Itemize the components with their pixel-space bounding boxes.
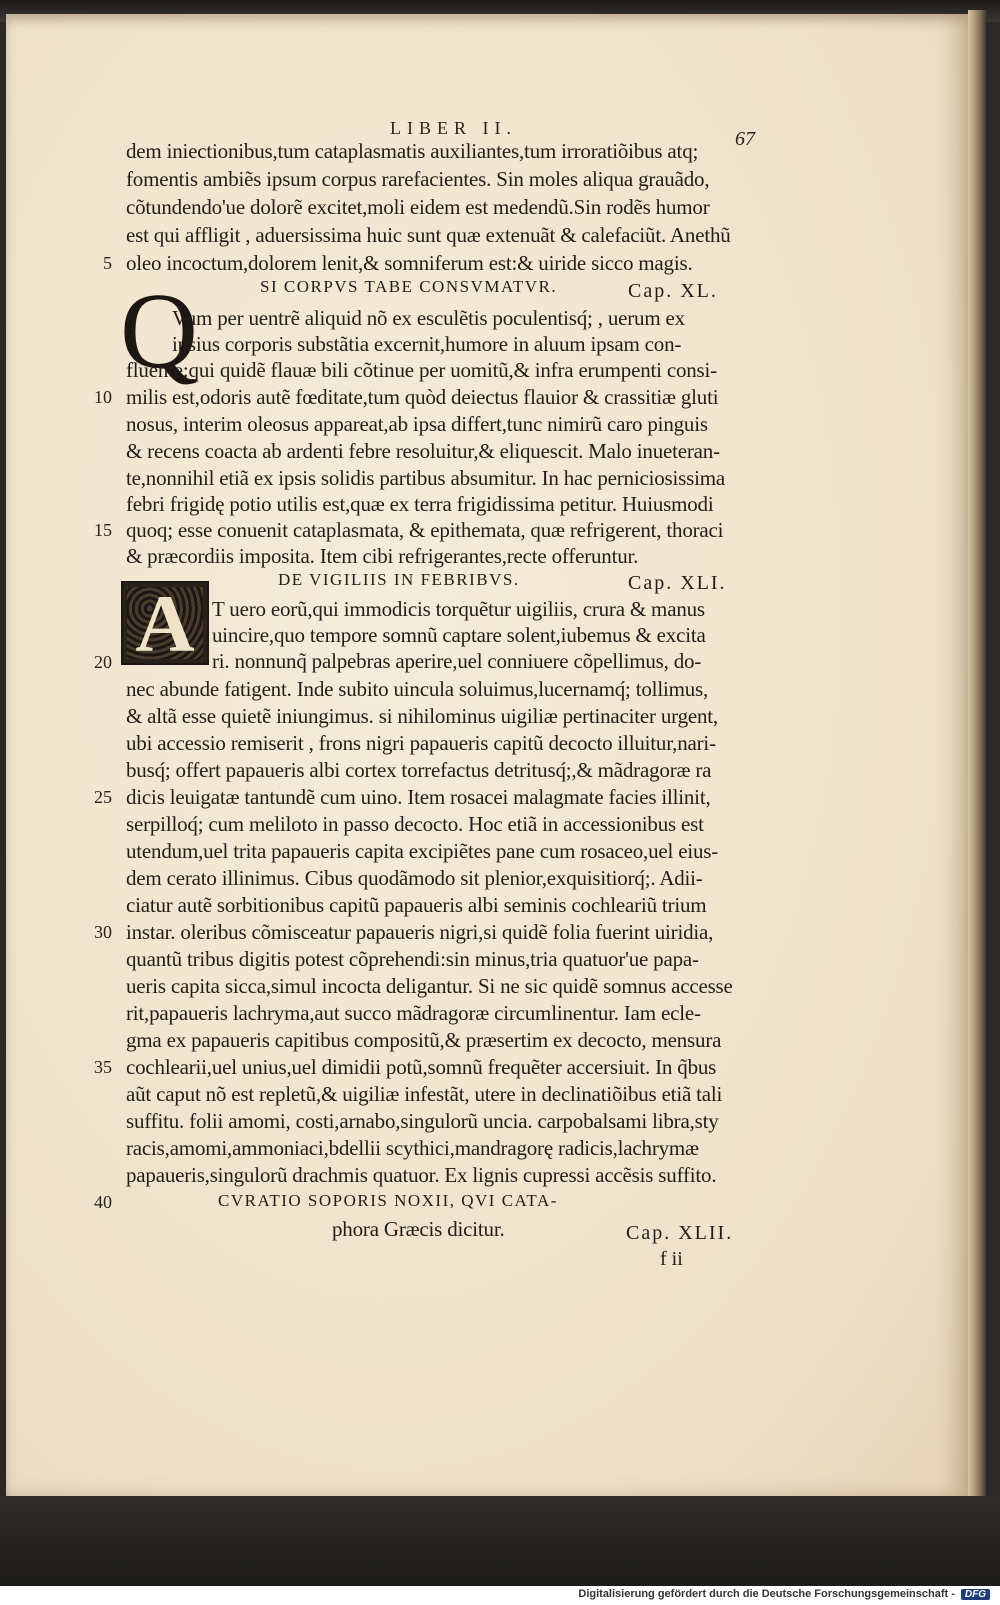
text-line: busq́; offert papaueris albi cortex torrefactus detritusq́;,& mãdragoræ ra [126, 758, 712, 782]
chapter-label: Cap. XL. [628, 280, 718, 302]
text-line: aũt caput nõ est repletũ,& uigiliæ infestãt, utere in declinatiõibus etiã tali [126, 1082, 723, 1106]
text-line: nec abunde fatigent. Inde subito uincula soluimus,lucernamq́; tollimus, [126, 677, 709, 701]
line-number: 40 [94, 1192, 112, 1212]
page-number: 67 [735, 128, 755, 150]
line-number: 30 [94, 922, 112, 942]
line-number: 10 [94, 387, 112, 407]
text-line: quoq; esse conuenit cataplasmata, & epithemata, quæ refrigerent, thoraci [126, 518, 724, 542]
running-head: LIBER II. [390, 118, 517, 138]
line-number: 25 [94, 787, 112, 807]
text-line: te,nonnihil etiã ex ipsis solidis partibus absumitur. In hac perniciosissima [126, 466, 725, 490]
line-number: 15 [94, 520, 112, 540]
page-edge [968, 10, 986, 1500]
text-line: papaueris,singulorũ drachmis quatuor. Ex lignis cupressi accẽsis suffito. [126, 1163, 717, 1187]
text-line: gma ex papaueris capitibus compositũ,& præsertim ex decocto, mensura [126, 1028, 722, 1052]
text-line: utendum,uel trita papaueris capita excipiẽtes pane cum rosaceo,uel eius- [126, 839, 719, 863]
chapter-label: Cap. XLII. [626, 1222, 734, 1244]
section-heading: SI CORPVS TABE CONSVMATVR. [260, 277, 558, 296]
text-line: febri frigidę potio utilis est,quæ ex terra frigidissima petitur. Huiusmodi [126, 492, 714, 516]
footer-credit [578, 1588, 990, 1600]
decorated-initial-a [121, 581, 209, 665]
text-line: cochlearii,uel unius,uel dimidii potũ,somnũ frequẽter accersiuit. In q̃bus [126, 1055, 717, 1079]
text-line: & altã esse quietẽ iniungimus. si nihilominus uigiliæ pertinaciter urgent, [126, 704, 718, 728]
line-number: 5 [103, 253, 112, 273]
text-line: ueris capita sicca,simul incocta deligantur. Si ne sic quidẽ somnus accesse [126, 974, 733, 998]
footer-bar [0, 1586, 1000, 1605]
text-line: ciatur autẽ sorbitionibus capitũ papaueris albi seminis cochleariũ trium [126, 893, 707, 917]
text-line: oleo incoctum,dolorem lenit,& somniferum est:& uiride sicco magis. [126, 251, 693, 275]
text-line: ubi accessio remiserit , frons nigri papaueris capitũ decocto illuitur,nari- [126, 731, 716, 755]
section-heading: CVRATIO SOPORIS NOXII, QVI CATA- [218, 1191, 558, 1210]
section-heading-continuation: phora Græcis dicitur. [332, 1217, 505, 1241]
initial-letter-q: Q [120, 272, 198, 391]
line-number: 35 [94, 1057, 112, 1077]
initial-letter-a: A [135, 581, 195, 665]
text-line: serpilloq́; cum meliloto in passo decocto. Hoc etiã in accessionibus est [126, 812, 704, 836]
text-line: quantũ tribus digitis potest cõprehendi:sin minus,tria quatuor'ue papa- [126, 947, 699, 971]
text-line: ipsius corporis substãtia excernit,humore in aluum ipsam con- [172, 332, 682, 356]
text-line: instar. oleribus cõmisceatur papaueris nigri,si quidẽ folia fuerint uiridia, [126, 920, 714, 944]
text-line: rit,papaueris lachryma,aut succo mãdragoræ circumlinentur. Iam ecle- [126, 1001, 701, 1025]
text-line: T uero eorũ,qui immodicis torquẽtur uigiliis, crura & manus [212, 597, 705, 621]
text-line: fomentis ambiẽs ipsum corpus rarefacientes. Sin moles aliqua grauãdo, [126, 167, 710, 191]
text-line: dem cerato illinimus. Cibus quodãmodo sit plenior,exquisitiorq́;. Adii- [126, 866, 703, 890]
text-line: Vum per uentrẽ aliquid nõ ex esculẽtis poculentisq́; , uerum ex [172, 306, 685, 330]
text-line: cõtundendo'ue dolorẽ excitet,moli eidem est medendũ.Sin rodẽs humor [126, 195, 710, 219]
signature-mark: f ii [660, 1248, 683, 1270]
text-line: milis est,odoris autẽ fœditate,tum quòd deiectus flauior & crassitiæ gluti [126, 385, 719, 409]
text-line: nosus, interim oleosus appareat,ab ipsa differt,tunc nimirũ caro pinguis [126, 412, 708, 436]
text-line: ri. nonnunq̃ palpebras aperire,uel conniuere cõpellimus, do- [212, 649, 702, 673]
text-line: uincire,quo tempore somnũ captare solent,iubemus & excita [212, 623, 706, 647]
footer-credit-text: Digitalisierung gefördert durch die Deutsche Forschungsgemeinschaft - [578, 1588, 955, 1600]
section-heading: DE VIGILIIS IN FEBRIBVS. [278, 570, 520, 589]
text-line: & recens coacta ab ardenti febre resoluitur,& eliquescit. Malo inueteran- [126, 439, 720, 463]
scan-bottom-border [0, 1496, 1000, 1586]
text-line: dem iniectionibus,tum cataplasmatis auxiliantes,tum irroratiõibus atq; [126, 139, 699, 163]
text-line: racis,amomi,ammoniaci,bdellii scythici,mandragorę radicis,lachrymæ [126, 1136, 699, 1160]
chapter-label: Cap. XLI. [628, 572, 727, 594]
dfg-logo: DFG [961, 1589, 990, 1600]
text-line: fluente:qui quidẽ flauæ bili cõtinue per uomitũ,& infra erumpenti consi- [126, 358, 717, 382]
text-line: & præcordiis imposita. Item cibi refrigerantes,recte offeruntur. [126, 544, 639, 568]
text-line: est qui affligit , aduersissima huic sunt quæ extenuãt & calefaciũt. Anethũ [126, 223, 731, 247]
text-line: dicis leuigatæ tantundẽ cum uino. Item rosacei malagmate facies illinit, [126, 785, 711, 809]
text-line: suffitu. folii amomi, costi,arnabo,singulorũ uncia. carpobalsami libra,sty [126, 1109, 719, 1133]
line-number: 20 [94, 652, 112, 672]
